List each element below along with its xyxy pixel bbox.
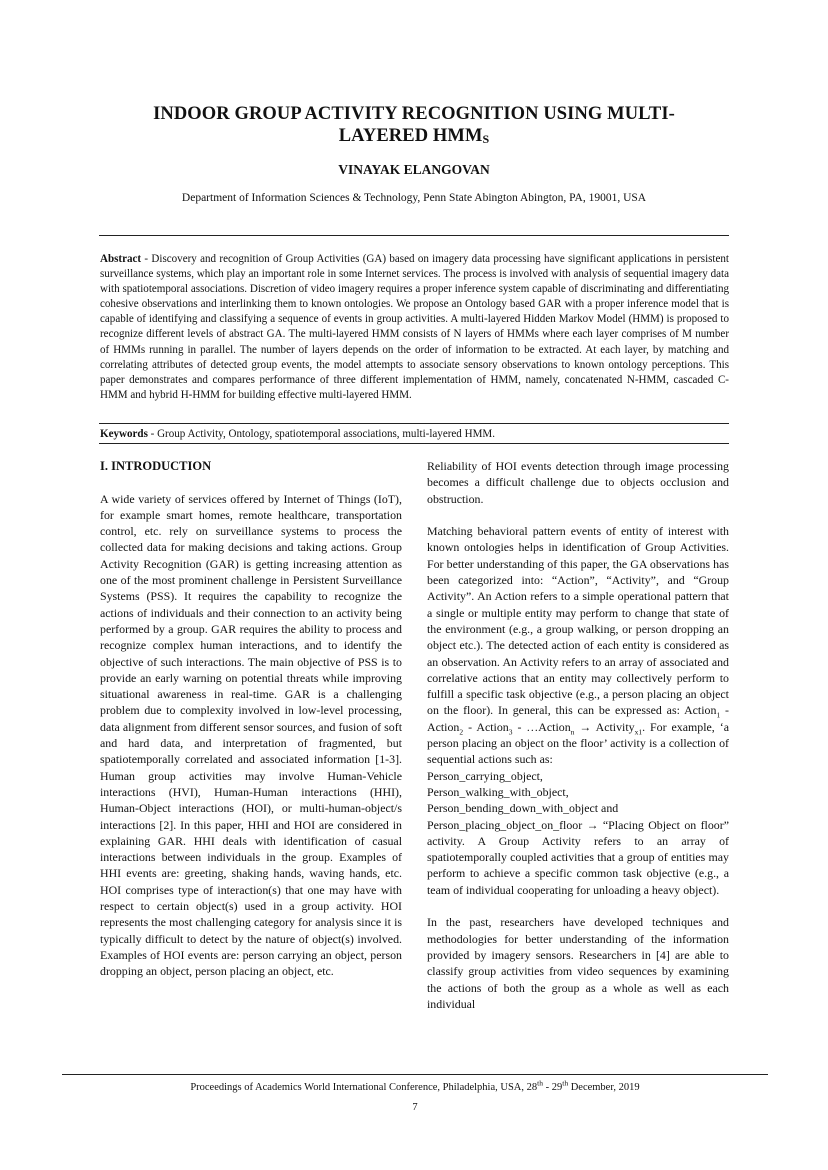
section-heading-introduction: I. INTRODUCTION bbox=[100, 459, 212, 473]
keywords-bottom-rule bbox=[99, 443, 729, 444]
right-p2-dash-3: - …Action bbox=[512, 719, 571, 734]
subscript-2: 2 bbox=[459, 727, 464, 737]
paper-title bbox=[100, 103, 728, 150]
subscript-1: 1 bbox=[716, 710, 721, 720]
action-seq-1: Person_carrying_object, bbox=[427, 768, 543, 783]
author-affiliation: Department of Information Sciences & Technology, Penn State Abington Abington, PA, 19001, USA bbox=[181, 192, 647, 204]
right-paragraph-1: Reliability of HOI events detection through image processing becomes a difficult challenge due to objects occlusion and obstruction. bbox=[427, 459, 729, 506]
footer-end: December, 2019 bbox=[568, 1082, 640, 1093]
footer-text: Proceedings of Academics World International Conference, Philadelphia, USA, 28 bbox=[190, 1082, 538, 1093]
right-p2-dash-2: - Action bbox=[463, 719, 509, 734]
right-p2-arrow: → Activity bbox=[574, 719, 635, 734]
abstract bbox=[100, 252, 729, 403]
page-number: 7 bbox=[412, 1102, 418, 1113]
subscript-3: 3 bbox=[508, 727, 513, 737]
title-suffix: S bbox=[482, 132, 490, 146]
footer-sup-2: th bbox=[562, 1078, 569, 1088]
footer-sup-1: th bbox=[537, 1078, 543, 1088]
right-p2-text-b: . For example, ‘a person placing an object on the floor’ activity is a collection of sequential actions such as: bbox=[427, 719, 729, 767]
title-line-2: LAYERED HMM bbox=[338, 126, 483, 146]
right-paragraph-3: In the past, researchers have developed techniques and methodologies for better understanding of the information provided by imagery sensors. Researchers in [4] are able to classify group activities from video sequences by examining the actions of both the group as a whole as well as each individual bbox=[427, 915, 729, 1011]
right-p2-text-a: Matching behavioral pattern events of entity of interest with known ontologies helps in identification of Group Activities. For better understanding of this paper, the GA observations has been categorized into: “Action”, “Activity”, and “Group Activity”. An Action refers to a simple operational pattern that a single or multiple entity may perform to change that state of the environment (e.g., a group walking, or person dropping an object etc.). The detected action of each entity is considered as an observation. An Activity refers to an array of associated and correlative actions that an entity may collectively perform to fulfill a specific task objective (e.g., a person placing an object on the floor). In general, this can be expressed as: Action bbox=[427, 524, 729, 718]
keywords-top-rule bbox=[99, 423, 729, 424]
footer-rule bbox=[62, 1074, 768, 1075]
action-seq-3: Person_bending_down_with_object and bbox=[427, 801, 619, 816]
footer-mid: - 29 bbox=[542, 1082, 563, 1093]
keywords bbox=[100, 427, 729, 442]
action-seq-2: Person_walking_with_object, bbox=[427, 784, 569, 799]
subscript-x1: x1 bbox=[634, 727, 643, 737]
action-seq-4: Person_placing_object_on_floor → “Placing Object on floor” activity. A Group Activity refers to an array of spatiotemporally coupled activities that a group of entities may perform to achieve a specific common task objective (e.g., a team of individual cooperating for unloading a heavy object). bbox=[427, 817, 729, 897]
abstract-top-rule bbox=[99, 235, 729, 236]
keywords-text: - Group Activity, Ontology, spatiotemporal associations, multi-layered HMM. bbox=[147, 428, 495, 440]
right-p2-dash-1: - Action bbox=[427, 703, 729, 734]
right-column bbox=[427, 458, 729, 1012]
title-line-1: INDOOR GROUP ACTIVITY RECOGNITION USING MULTI- bbox=[153, 104, 675, 124]
right-paragraph-2 bbox=[427, 523, 729, 898]
subscript-n: n bbox=[570, 727, 575, 737]
left-column bbox=[100, 458, 402, 980]
keywords-label: Keywords bbox=[100, 428, 148, 440]
intro-paragraph-1: A wide variety of services offered by Internet of Things (IoT), for example smart homes, remote healthcare, transportation control, etc. rely on surveillance systems to process the collected data for making decisions and taking actions. Group Activity Recognition (GAR) is getting increasing attention as one of the most prominent challenge in Persistent Surveillance Systems (PSS). It requires the capability to recognize the actions of individuals and their connection to an activity being performed by a group. GAR requires the ability to process and recognize complex human interactions, and to identify the objective of such interactions. The main objective of PSS is to provide an early warning on potential threats while improving situational awareness in real-time. GAR is a challenging problem due to complexity involved in low-level processing, data alignment from different sensor sources, and fusion of soft and hard data, and interpretation of fragmented, but spatiotemporally correlated and associated information [1-3]. Human group activities may involve Human-Vehicle interactions (HVI), Human-Human interactions (HHI), Human-Object interactions (HOI), or multi-human-object/s interactions [2]. In this paper, HHI and HOI are considered in explaining GAR. HHI deals with identification of casual interactions between individuals in the group. Examples of HHI events are: greeting, shaking hands, waving hands, etc. HOI comprises type of interaction(s) that one may have with respect to certain object(s) used in a group activity. HOI represents the most challenging category for analysis since it is typically difficult to detect by the nature of object(s) involved. Examples of HOI events are: person carrying an object, person dropping an object, person placing an object, etc. bbox=[100, 491, 402, 979]
footer-proceedings bbox=[62, 1078, 768, 1093]
abstract-label: Abstract bbox=[100, 253, 142, 265]
abstract-text: - Discovery and recognition of Group Activities (GA) based on imagery data processing have significant applications in persistent surveillance systems, which play an important role in some Internet services. The process is involved with analysis of sequential imagery data with spatiotemporal associations. Discretion of video imagery requires a proper inference system capable of discriminating and differentiating cohesive observations and interlinking them to known ontologies. We propose an Ontology based GAR with a proper inference model that is capable of identifying and classifying a sequence of events in group activities. A multi-layered Hidden Markov Model (HMM) is proposed to recognize different levels of abstract GA. The multi-layered HMM consists of N layers of HMMs where each layer comprises of M number of HMMs running in parallel. The number of layers depends on the order of information to be extracted. At each layer, by matching and correlating attributes of detected group events, the model attempts to associate sensory observations to known ontology perceptions. This paper demonstrates and compares performance of three different implementation of HMM, namely, concatenated N-HMM, cascaded C-HMM and hybrid H-HMM for building effective multi-layered HMM. bbox=[100, 253, 729, 401]
author-name: VINAYAK ELANGOVAN bbox=[338, 162, 490, 177]
